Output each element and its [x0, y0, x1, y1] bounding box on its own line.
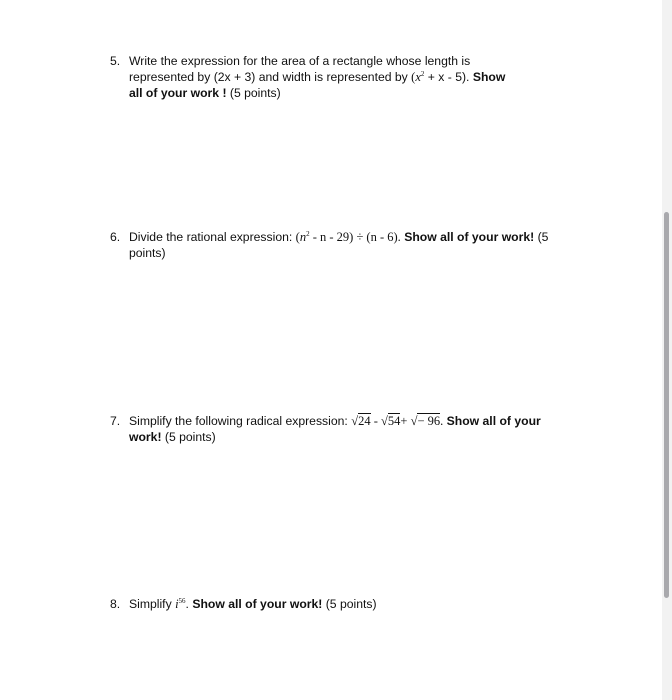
- text-segment: Simplify the following radical expression:: [129, 414, 348, 428]
- bold-instruction: work!: [129, 430, 162, 444]
- text-segment: Simplify: [129, 597, 172, 611]
- question-line: [129, 69, 569, 85]
- question-line: [129, 413, 569, 429]
- math-expression: [175, 597, 185, 611]
- question-number: 7.: [110, 414, 121, 428]
- paren: (: [295, 230, 300, 244]
- bold-instruction: Show all of your work!: [192, 597, 323, 611]
- math-expression: [411, 70, 424, 84]
- points-label: (5 points): [229, 86, 281, 100]
- radical-expression: √24 - √54+ √− 96.: [351, 414, 444, 428]
- text-segment: Divide the rational expression:: [129, 230, 293, 244]
- vertical-scrollbar[interactable]: [662, 0, 672, 700]
- math-expression: [296, 230, 401, 244]
- scrollbar-thumb[interactable]: [664, 212, 669, 598]
- question-line: [129, 596, 569, 612]
- bold-instruction: Show all of your work!: [404, 230, 535, 244]
- paren: (: [411, 70, 416, 84]
- math-exponent: 56: [178, 597, 186, 605]
- bold-instruction: Show: [472, 70, 506, 84]
- question-line: [129, 229, 569, 245]
- radicand: 24: [358, 414, 371, 428]
- radicand: − 96: [417, 414, 441, 428]
- question-number: 5.: [110, 54, 121, 68]
- math-variable: n: [299, 230, 307, 244]
- points-label: (5: [537, 230, 549, 244]
- question-text: [129, 229, 569, 261]
- text-segment: + x - 5).: [424, 70, 470, 84]
- operator: +: [400, 414, 411, 428]
- math-rest: - n - 29) ÷ (n - 6).: [309, 230, 401, 244]
- period: .: [185, 597, 189, 611]
- question-line: Write the expression for the area of a rectangle whose length is: [129, 54, 471, 68]
- question-text: [129, 53, 569, 101]
- bold-instruction: Show all of your: [446, 414, 541, 428]
- points-label: (5 points): [164, 430, 216, 444]
- question-line: [129, 85, 569, 101]
- points-label: points): [129, 246, 166, 260]
- math-exponent: 2: [306, 230, 310, 238]
- radicand: 54: [387, 414, 401, 428]
- math-variable: x: [415, 70, 421, 84]
- operator: -: [370, 414, 381, 428]
- text-segment: represented by (2x + 3) and width is represented by: [129, 70, 408, 84]
- question-text: [129, 413, 569, 445]
- math-exponent: 2: [420, 70, 425, 78]
- points-label: (5 points): [325, 597, 377, 611]
- period: .: [440, 414, 444, 428]
- question-line: [129, 429, 569, 445]
- question-number: 6.: [110, 230, 121, 244]
- question-number: 8.: [110, 597, 121, 611]
- math-variable: i: [175, 597, 179, 611]
- bold-instruction: all of your work !: [129, 86, 227, 100]
- question-text: [129, 596, 569, 612]
